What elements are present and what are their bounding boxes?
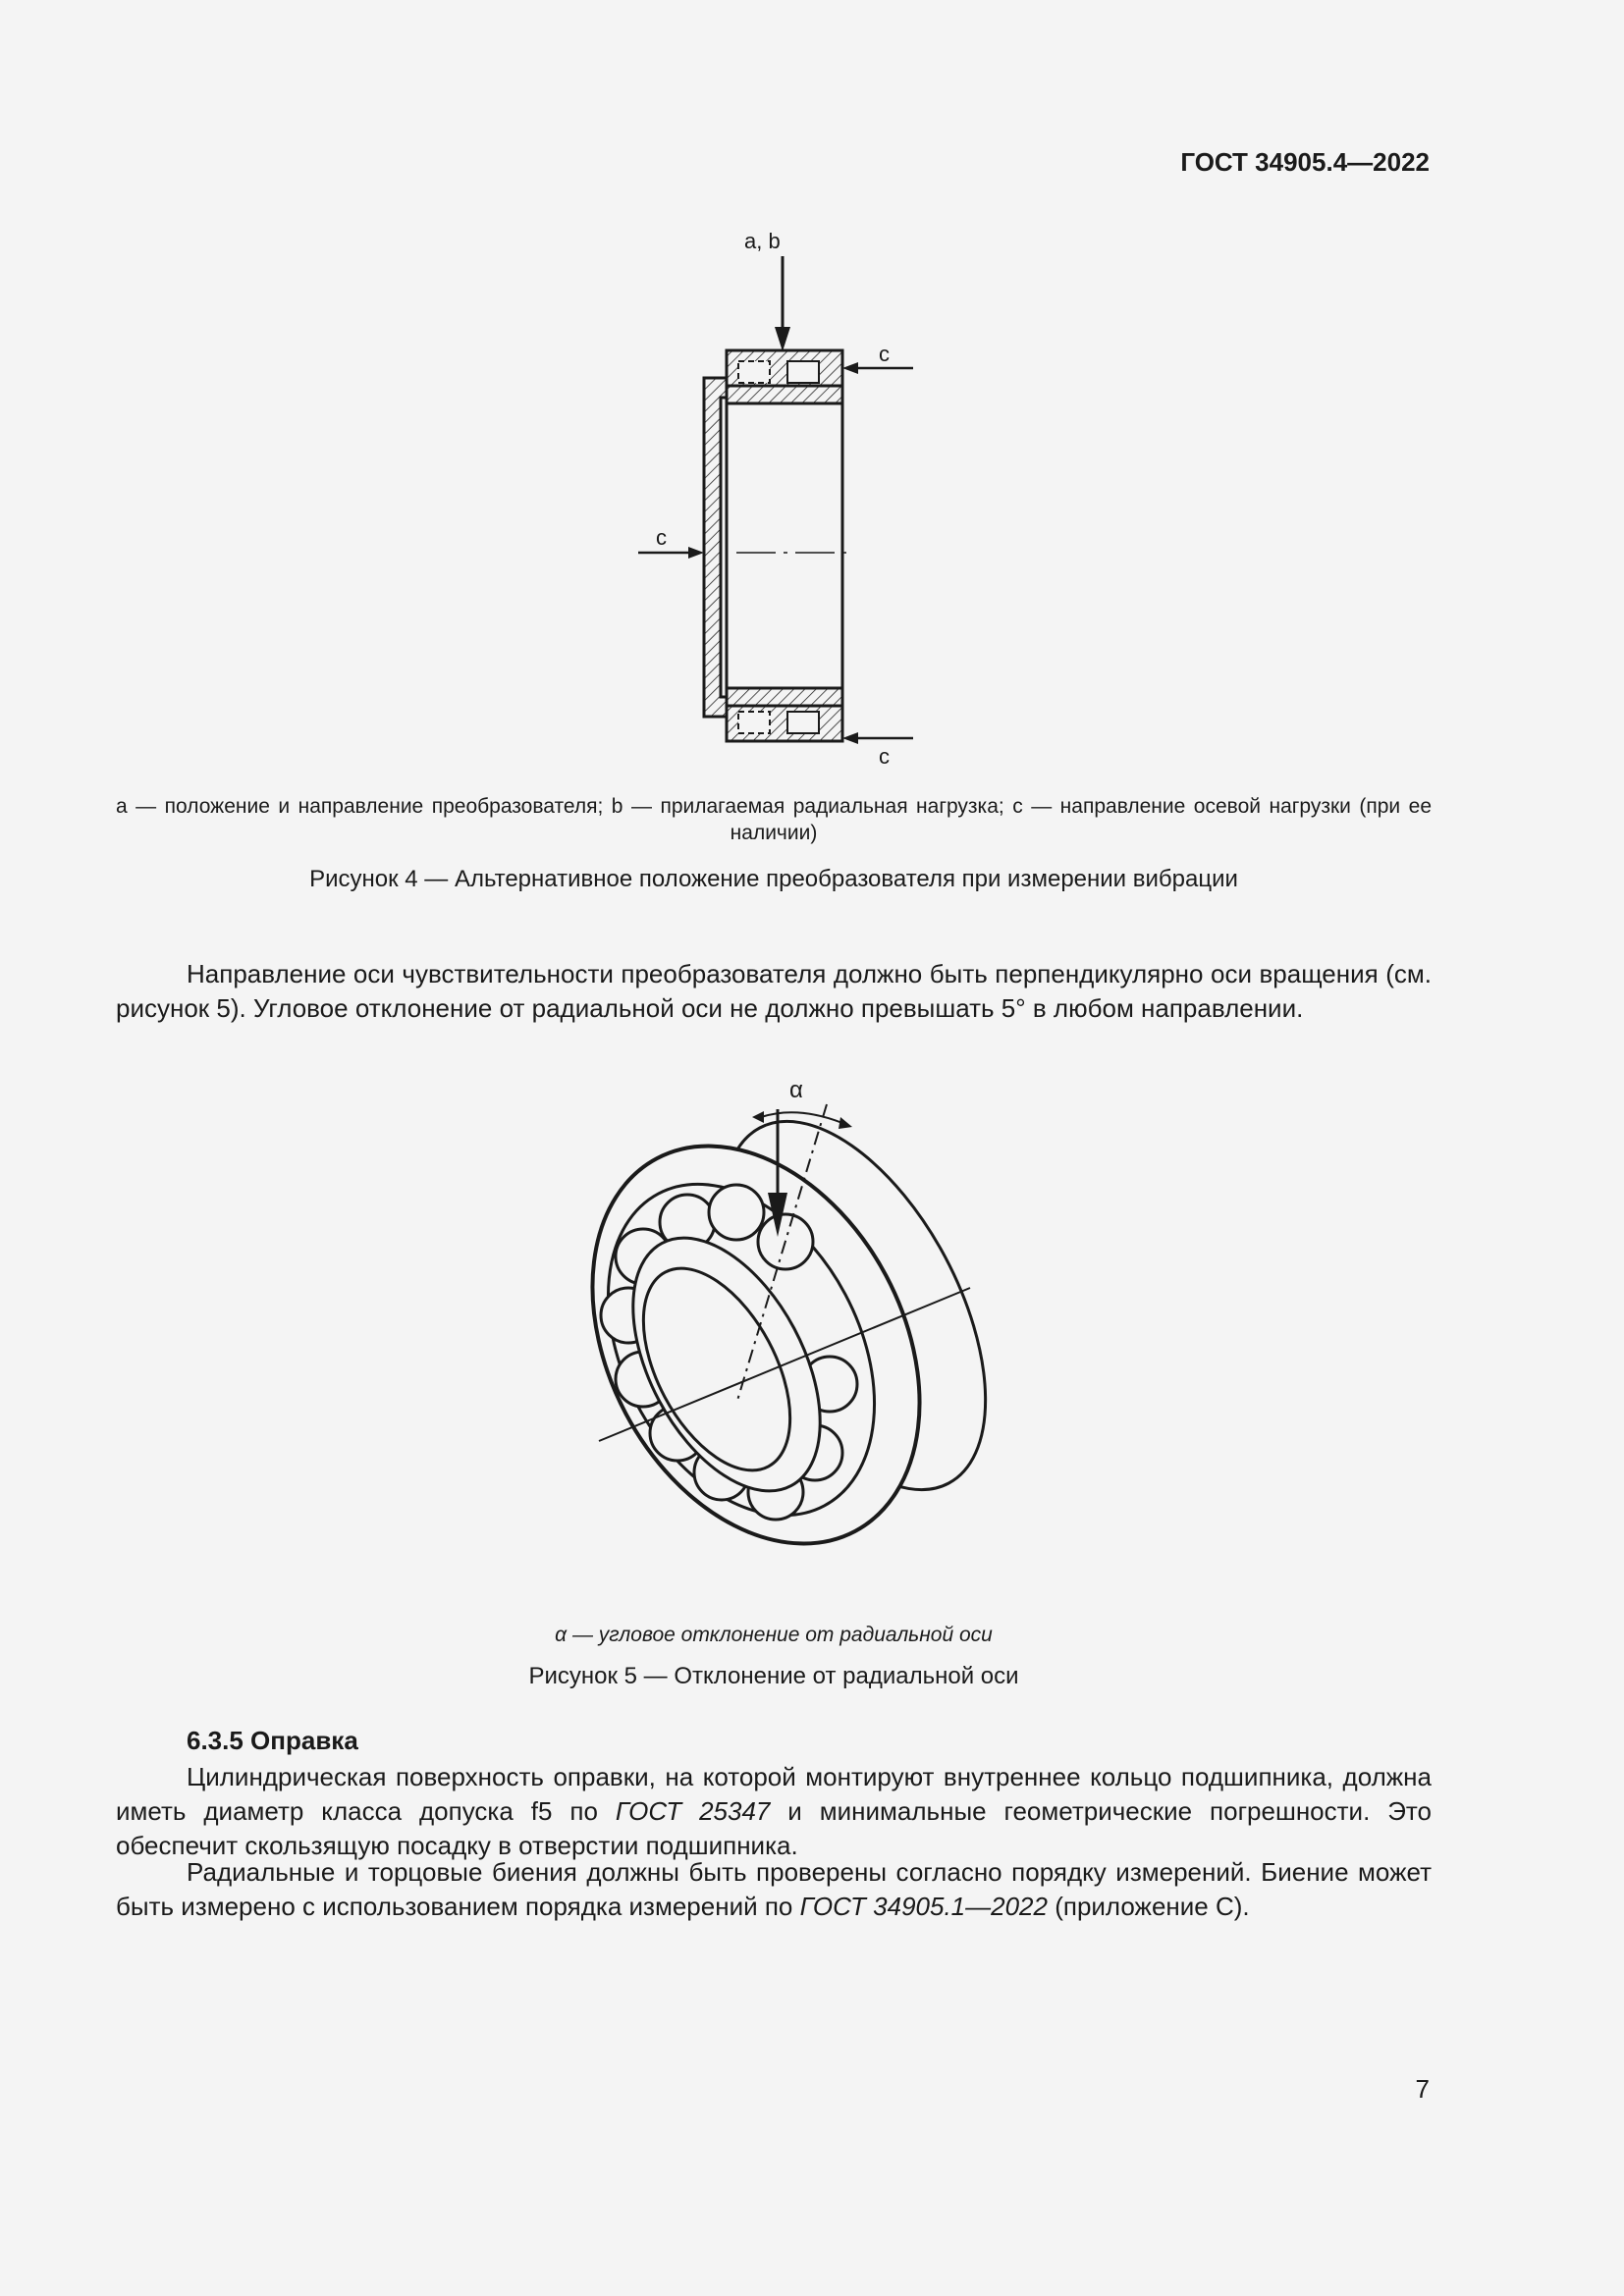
reference-gost-34905-1: ГОСТ 34905.1—2022: [799, 1892, 1048, 1921]
label-c-top: c: [879, 342, 890, 366]
reference-gost-25347: ГОСТ 25347: [615, 1796, 771, 1826]
arrowhead-ab: [775, 327, 790, 351]
paragraph-mandrel-surface: [116, 1760, 1432, 1863]
label-ab: a, b: [744, 229, 781, 253]
figure-4-legend: a — положение и направление преобразователя; b — прилагаемая радиальная нагрузка; c — направление осевой нагрузки (при ее наличии): [116, 795, 1432, 844]
p1-text-1: Цилиндрическая поверхность оправки, на которой монтируют внутреннее кольцо подшипника, должна иметь диаметр класса допуска f5 по: [116, 1762, 1432, 1826]
p2-text-2: (приложение С).: [1047, 1892, 1250, 1921]
paragraph-runout: [116, 1855, 1432, 1924]
figure-4-bearing-section: [628, 221, 952, 771]
paragraph-sensor-axis: Направление оси чувствительности преобразователя должно быть перпендикулярно оси вращения (см. рисунок 5). Угловое отклонение от радиальной оси не должно превышать 5° в любом направлении.: [116, 959, 1432, 1023]
page-number: 7: [1415, 2074, 1430, 2104]
inner-ring-top: [727, 386, 842, 403]
label-c-left: c: [656, 525, 667, 550]
label-c-bottom: c: [879, 744, 890, 769]
section-heading: 6.3.5 Оправка: [187, 1726, 358, 1755]
inner-ring-bottom: [727, 688, 842, 706]
figure-5-legend: α — угловое отклонение от радиальной оси: [555, 1624, 993, 1646]
p2-text-1: Радиальные и торцовые биения должны быть проверены согласно порядку измерений. Биение может быть измерено с использованием порядка измерений по: [116, 1857, 1432, 1921]
figure-4-caption: Рисунок 4 — Альтернативное положение преобразователя при измерении вибрации: [309, 866, 1238, 892]
housing-flange: [704, 378, 727, 717]
bore: [727, 403, 842, 688]
figure-5-caption: Рисунок 5 — Отклонение от радиальной оси: [528, 1663, 1019, 1689]
label-alpha: α: [789, 1077, 803, 1103]
p1-text-2: и минимальные геометрические погрешности. Это обеспечит скользящую посадку в отверстии подшипника.: [116, 1796, 1432, 1860]
figure-5-bearing-iso: [569, 1070, 1001, 1620]
document-header: ГОСТ 34905.4—2022: [1180, 147, 1430, 177]
